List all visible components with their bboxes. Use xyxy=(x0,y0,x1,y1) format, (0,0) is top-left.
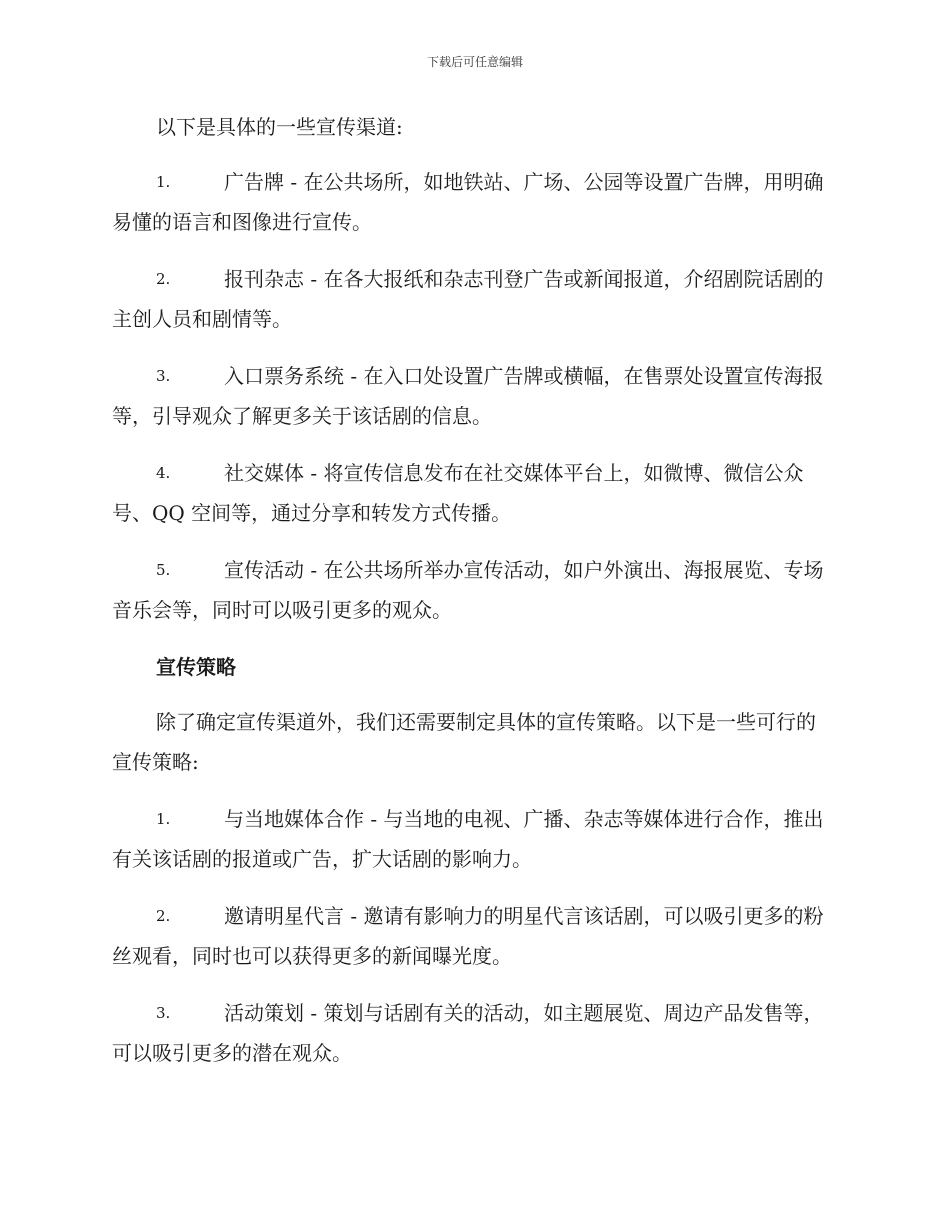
list-item-text: 邀请明星代言 - 邀请有影响力的明星代言该话剧，可以吸引更多的粉丝观看，同时也可以获得更多的新闻曝光度。 xyxy=(112,904,824,968)
channel-item-2 xyxy=(112,259,832,339)
list-item-text: 入口票务系统 - 在入口处设置广告牌或横幅，在售票处设置宣传海报等，引导观众了解更多关于该话剧的信息。 xyxy=(112,364,824,428)
strategy-item-2 xyxy=(112,896,832,976)
intro-paragraph: 以下是具体的一些宣传渠道: xyxy=(156,115,403,139)
list-item-text: 宣传活动 - 在公共场所举办宣传活动，如户外演出、海报展览、专场音乐会等，同时可以吸引更多的观众。 xyxy=(112,558,824,622)
list-item-text: 广告牌 - 在公共场所，如地铁站、广场、公园等设置广告牌，用明确易懂的语言和图像进行宣传。 xyxy=(112,170,824,234)
list-number: 3. xyxy=(156,1004,171,1022)
section-heading: 宣传策略 xyxy=(156,655,236,679)
intro-block xyxy=(112,107,832,147)
channel-item-4 xyxy=(112,453,832,533)
list-item-text: 与当地媒体合作 - 与当地的电视、广播、杂志等媒体进行合作，推出有关该话剧的报道或广告，扩大话剧的影响力。 xyxy=(112,807,824,871)
list-number: 5. xyxy=(156,561,171,579)
channel-item-1 xyxy=(112,162,832,242)
list-number: 1. xyxy=(156,173,171,191)
list-item-text: 社交媒体 - 将宣传信息发布在社交媒体平台上，如微博、微信公众号、QQ 空间等，通过分享和转发方式传播。 xyxy=(112,461,804,525)
strategy-intro-block xyxy=(112,702,832,782)
channel-item-5 xyxy=(112,550,832,630)
strategy-item-3 xyxy=(112,993,832,1073)
list-number: 2. xyxy=(156,907,171,925)
list-item-text: 活动策划 - 策划与话剧有关的活动，如主题展览、周边产品发售等，可以吸引更多的潜在观众。 xyxy=(112,1001,824,1065)
section-heading-block xyxy=(112,647,832,687)
list-number: 3. xyxy=(156,367,171,385)
header-note: 下载后可任意编辑 xyxy=(426,55,523,69)
channel-item-3 xyxy=(112,356,832,436)
list-number: 2. xyxy=(156,270,171,288)
list-number: 1. xyxy=(156,810,171,828)
strategy-item-1 xyxy=(112,799,832,879)
list-number: 4. xyxy=(156,464,171,482)
list-item-text: 报刊杂志 - 在各大报纸和杂志刊登广告或新闻报道，介绍剧院话剧的主创人员和剧情等。 xyxy=(112,267,824,331)
strategy-intro-paragraph: 除了确定宣传渠道外，我们还需要制定具体的宣传策略。以下是一些可行的宣传策略: xyxy=(112,710,816,774)
